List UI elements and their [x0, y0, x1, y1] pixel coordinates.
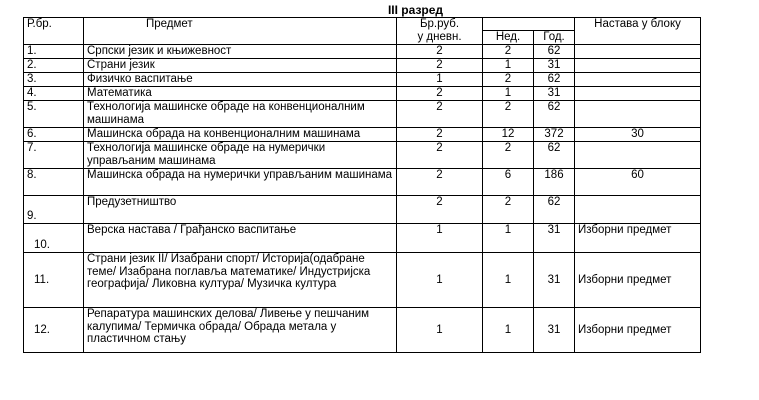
- header-classes-line1: Бр.руб.: [419, 18, 460, 30]
- curriculum-table: [23, 17, 701, 353]
- row-year: 62: [534, 142, 575, 169]
- row-block: [575, 87, 701, 101]
- row-subject: Машинска обрада на нумерички управљаним машинама: [84, 169, 397, 196]
- row-subject: Репаратура машинских делова/ Ливење у пешчаним калупима/ Термичка обрада/ Обрада метала у пластичном стању: [84, 308, 397, 353]
- row-year: 372: [534, 128, 575, 142]
- table-row: [24, 224, 701, 253]
- header-subject: Предмет: [84, 18, 397, 45]
- row-num: 3.: [24, 73, 84, 87]
- row-num: 7.: [24, 142, 84, 169]
- table-row: [24, 253, 701, 308]
- row-num: 6.: [24, 128, 84, 142]
- row-block: 30: [575, 128, 701, 142]
- header-classes-line2: у дневн.: [417, 30, 462, 43]
- row-subject: Страни језик II/ Изабрани спорт/ Историја(одабране теме/ Изабрана поглавља математике/ Индустријска географија/ Ликовна култура/ Музичка култура: [84, 253, 397, 308]
- row-week: 2: [483, 101, 534, 128]
- row-subject: Страни језик: [84, 59, 397, 73]
- row-daily: 2: [397, 128, 483, 142]
- row-daily: 2: [397, 196, 483, 224]
- row-num: 5.: [24, 101, 84, 128]
- row-block: [575, 101, 701, 128]
- header-block: Настава у блоку: [575, 18, 701, 45]
- row-daily: 2: [397, 169, 483, 196]
- row-num: 4.: [24, 87, 84, 101]
- row-num: 11.: [24, 253, 84, 308]
- table-row: [24, 101, 701, 128]
- row-block: [575, 73, 701, 87]
- row-num: 12.: [24, 308, 84, 353]
- row-num: 1.: [24, 45, 84, 59]
- row-week: 2: [483, 142, 534, 169]
- row-subject: Физичко васпитање: [84, 73, 397, 87]
- row-block: [575, 59, 701, 73]
- row-daily: 2: [397, 101, 483, 128]
- row-subject: Математика: [84, 87, 397, 101]
- row-subject: Српски језик и књижевност: [84, 45, 397, 59]
- header-row-1: [24, 18, 701, 31]
- header-num: Р.бр.: [24, 18, 84, 45]
- row-block: Изборни предмет: [575, 224, 701, 253]
- row-year: 62: [534, 45, 575, 59]
- row-year: 31: [534, 224, 575, 253]
- row-year: 62: [534, 196, 575, 224]
- row-subject: Технологија машинске обраде на конвенционалним машинама: [84, 101, 397, 128]
- row-daily: 2: [397, 45, 483, 59]
- row-daily: 1: [397, 253, 483, 308]
- table-row: [24, 128, 701, 142]
- header-week: Нед.: [483, 31, 534, 45]
- row-daily: 1: [397, 308, 483, 353]
- row-num: 2.: [24, 59, 84, 73]
- table-row: [24, 73, 701, 87]
- row-daily: 2: [397, 87, 483, 101]
- row-week: 1: [483, 253, 534, 308]
- row-num: 9.: [24, 196, 84, 224]
- table-row: [24, 87, 701, 101]
- row-week: 1: [483, 87, 534, 101]
- row-subject: Предузетништво: [84, 196, 397, 224]
- row-week: 12: [483, 128, 534, 142]
- row-week: 1: [483, 59, 534, 73]
- row-block: [575, 142, 701, 169]
- row-year: 62: [534, 101, 575, 128]
- header-classes-group: [483, 18, 575, 31]
- row-year: 62: [534, 73, 575, 87]
- header-year: Год.: [534, 31, 575, 45]
- row-block: Изборни предмет: [575, 253, 701, 308]
- row-subject: Технологија машинске обраде на нумерички управљаним машинама: [84, 142, 397, 169]
- row-week: 6: [483, 169, 534, 196]
- row-year: 31: [534, 59, 575, 73]
- row-block: [575, 45, 701, 59]
- row-week: 2: [483, 45, 534, 59]
- row-subject: Верска настава / Грађанско васпитање: [84, 224, 397, 253]
- row-week: 1: [483, 308, 534, 353]
- row-year: 31: [534, 253, 575, 308]
- row-num: 8.: [24, 169, 84, 196]
- row-week: 2: [483, 196, 534, 224]
- row-block: [575, 196, 701, 224]
- row-year: 186: [534, 169, 575, 196]
- row-daily: 2: [397, 142, 483, 169]
- row-num: 10.: [24, 224, 84, 253]
- row-daily: 2: [397, 59, 483, 73]
- header-classes: [397, 18, 483, 45]
- row-week: 1: [483, 224, 534, 253]
- row-daily: 1: [397, 73, 483, 87]
- row-week: 2: [483, 73, 534, 87]
- table-row: [24, 196, 701, 224]
- table-row: [24, 59, 701, 73]
- table-row: [24, 142, 701, 169]
- grade-title: III разред: [387, 3, 444, 17]
- row-year: 31: [534, 308, 575, 353]
- table-row: [24, 169, 701, 196]
- row-year: 31: [534, 87, 575, 101]
- table-row: [24, 308, 701, 353]
- row-block: 60: [575, 169, 701, 196]
- row-subject: Машинска обрада на конвенционалним машинама: [84, 128, 397, 142]
- row-daily: 1: [397, 224, 483, 253]
- table-row: [24, 45, 701, 59]
- row-block: Изборни предмет: [575, 308, 701, 353]
